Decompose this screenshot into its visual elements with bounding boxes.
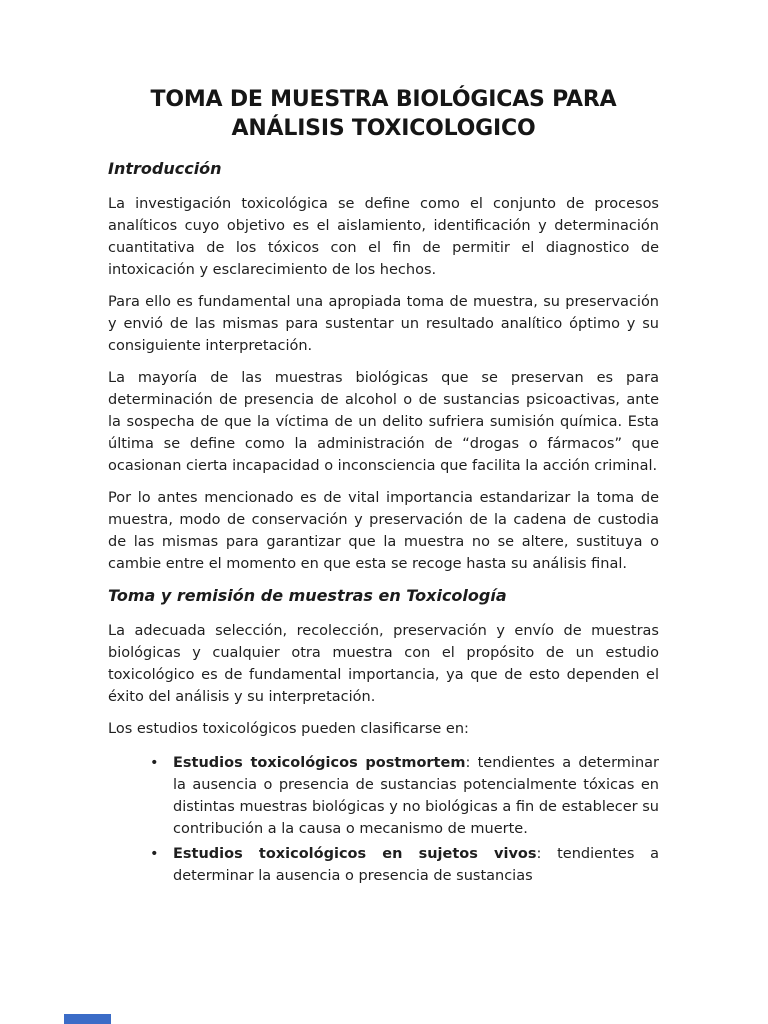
- list-intro-paragraph: Los estudios toxicológicos pueden clasificarse en:: [108, 721, 469, 737]
- next-page-peek: [64, 1014, 111, 1024]
- section-paragraph: La adecuada selección, recolección, preservación y envío de muestras biológicas y cualquier otra muestra con el propósito de un estudio toxicológico es de fundamental importancia, ya que de esto dependen el éxito del análisis y su interpretación.: [108, 623, 659, 705]
- bullet-icon: •: [150, 755, 159, 771]
- intro-paragraph-1: La investigación toxicológica se define como el conjunto de procesos analíticos cuyo objetivo es el aislamiento, identificación y determinación cuantitativa de los tóxicos con el fin de permitir el diagnostico de intoxicación y esclarecimiento de los hechos.: [108, 196, 659, 278]
- intro-paragraph-4: Por lo antes mencionado es de vital importancia estandarizar la toma de muestra, modo de conservación y preservación de la cadena de custodia de las mismas para garantizar que la muestra no se altere, sustituya o cambie entre el momento en que esta se recoge hasta su análisis final.: [108, 490, 659, 572]
- list-item-term: Estudios toxicológicos postmortem: [173, 755, 466, 771]
- list-item-term: Estudios toxicológicos en sujetos vivos: [173, 846, 537, 862]
- bullet-icon: •: [150, 846, 159, 862]
- toxicology-studies-list: [108, 752, 659, 887]
- list-item-postmortem: [108, 752, 659, 840]
- document-title: TOMA DE MUESTRA BIOLÓGICAS PARA ANÁLISIS TOXICOLOGICO: [150, 87, 617, 141]
- list-item-description: : tendientes a determinar la ausencia o presencia de sustancias: [173, 846, 659, 884]
- section-heading-toma-y-remision: Toma y remisión de muestras en Toxicología: [108, 586, 507, 605]
- list-item-description: : tendientes a determinar la ausencia o presencia de sustancias potencialmente tóxicas en distintas muestras biológicas y no biológicas a fin de establecer su contribución a la causa o mecanismo de muerte.: [173, 755, 659, 837]
- intro-paragraph-3: La mayoría de las muestras biológicas que se preservan es para determinación de presencia de alcohol o de sustancias psicoactivas, ante la sospecha de que la víctima de un delito sufriera sumisión química. Esta última se define como la administración de “drogas o fármacos” que ocasionan cierta incapacidad o inconsciencia que facilita la acción criminal.: [108, 370, 659, 474]
- intro-paragraph-2: Para ello es fundamental una apropiada toma de muestra, su preservación y envió de las mismas para sustentar un resultado analítico óptimo y su consiguiente interpretación.: [108, 294, 659, 354]
- intro-heading: Introducción: [108, 159, 222, 178]
- list-item-sujetos-vivos: [108, 843, 659, 887]
